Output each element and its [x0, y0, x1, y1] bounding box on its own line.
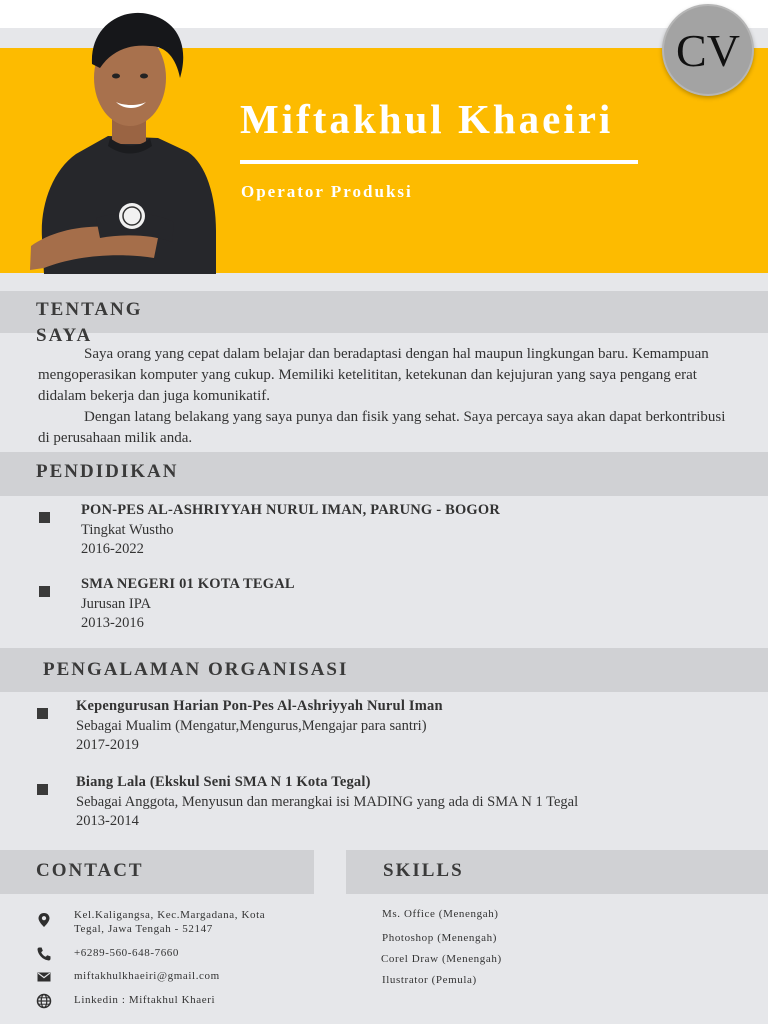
about-text — [38, 344, 728, 449]
cv-badge: CV — [662, 4, 754, 96]
about-paragraph: Saya orang yang cepat dalam belajar dan beradaptasi dengan hal maupun lingkungan baru. Kemampuan mengoperasikan komputer yang cukup. Memiliki ketelititan, ketekunan dan kejujuran yang saya pengang erat didalam bekerja dan juga komunikatif. — [38, 346, 709, 404]
about-section-title-overflow: SAYA — [36, 325, 93, 346]
contact-address: Kel.Kaligangsa, Kec.Margadana, Kota Tegal, Jawa Tengah - 52147 — [74, 909, 266, 935]
organization-role: Sebagai Anggota, Menyusun dan merangkai isi MADING yang ada di SMA N 1 Tegal — [76, 793, 579, 810]
candidate-name: Miftakhul Khaeiri — [240, 96, 614, 142]
bullet-square-icon — [37, 708, 48, 719]
skill-item: Ilustrator (Pemula) — [382, 974, 477, 986]
phone-icon — [36, 946, 52, 962]
contact-phone[interactable]: +6289-560-648-7660 — [74, 947, 179, 959]
organization-name: Biang Lala (Ekskul Seni SMA N 1 Kota Tegal) — [76, 774, 371, 790]
email-icon — [36, 969, 52, 985]
skills-section-title: SKILLS — [383, 860, 464, 881]
location-pin-icon — [36, 912, 52, 928]
education-school: PON-PES AL-ASHRIYYAH NURUL IMAN, PARUNG - BOGOR — [81, 502, 501, 518]
education-detail: Tingkat Wustho — [81, 521, 174, 538]
bullet-square-icon — [37, 784, 48, 795]
organization-role: Sebagai Mualim (Mengatur,Mengurus,Mengajar para santri) — [76, 717, 427, 734]
name-divider — [240, 160, 638, 164]
about-section-title: TENTANG — [36, 299, 143, 320]
education-school: SMA NEGERI 01 KOTA TEGAL — [81, 576, 295, 592]
skill-item: Ms. Office (Menengah) — [382, 908, 499, 920]
organization-name: Kepengurusan Harian Pon-Pes Al-Ashriyyah Nurul Iman — [76, 698, 443, 714]
education-years: 2013-2016 — [81, 615, 144, 631]
education-years: 2016-2022 — [81, 541, 144, 557]
job-title: Operator Produksi — [241, 182, 413, 201]
contact-linkedin[interactable]: Linkedin : Miftakhul Khaeri — [74, 994, 216, 1006]
education-section-title: PENDIDIKAN — [36, 461, 179, 482]
education-item — [81, 575, 295, 634]
contact-section-title: CONTACT — [36, 860, 144, 881]
bullet-square-icon — [39, 512, 50, 523]
about-paragraph: Dengan latang belakang yang saya punya dan fisik yang sehat. Saya percaya saya akan dapat berkontribusi di perusahaan milik anda. — [38, 409, 726, 446]
profile-photo — [26, 6, 218, 274]
skill-item: Corel Draw (Menengah) — [381, 953, 502, 965]
education-detail: Jurusan IPA — [81, 595, 151, 612]
contact-email[interactable]: miftakhulkhaeiri@gmail.com — [74, 970, 220, 982]
globe-icon — [36, 993, 52, 1009]
organization-section-title: PENGALAMAN ORGANISASI — [43, 659, 349, 680]
skill-item: Photoshop (Menengah) — [382, 932, 497, 944]
header-shade — [0, 273, 768, 291]
bullet-square-icon — [39, 586, 50, 597]
organization-years: 2017-2019 — [76, 737, 139, 753]
organization-item — [76, 773, 578, 832]
organization-years: 2013-2014 — [76, 813, 139, 829]
education-item — [81, 501, 500, 560]
organization-item — [76, 697, 443, 756]
